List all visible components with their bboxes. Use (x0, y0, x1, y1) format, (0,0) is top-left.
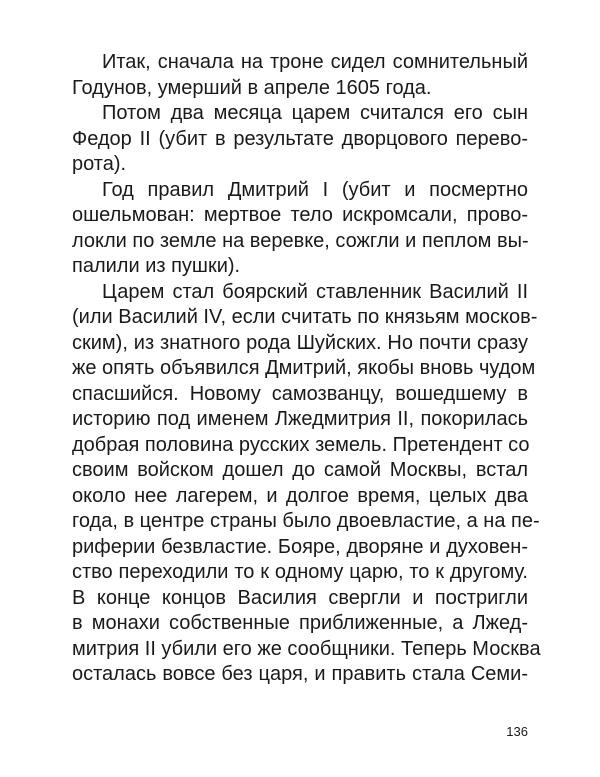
paragraph-1-line-2: Годунов, умерший в апреле 1605 года. (72, 76, 432, 99)
paragraph-4-line-1: Царем стал боярский ставленник Василий II (102, 280, 528, 303)
paragraph-2-line-1: Потом два месяца царем считался его сын (102, 102, 528, 124)
paragraph-4-line-6: историю под именем Лжедмитрия II, покорилась (72, 408, 528, 430)
paragraph-4-line-8: своим войском дошел до самой Москвы, встал (72, 459, 528, 481)
paragraph-4-line-10: года, в центре страны было двоевластие, а на пе- (72, 510, 540, 532)
paragraph-2-line-2: Федор II (убит в результате дворцового перево- (72, 127, 528, 150)
paragraph-3-line-2: ошельмован: мертвое тело искромсали, прово- (72, 204, 528, 226)
paragraph-1-line-1: Итак, сначала на троне сидел сомнительный (102, 51, 528, 73)
page-number: 136 (506, 724, 528, 739)
paragraph-4-line-7: добрая половина русских земель. Претендент со (72, 433, 530, 456)
paragraph-3-line-1: Год правил Дмитрий I (убит и посмертно (102, 178, 528, 201)
paragraph-4-line-12: ство переходили то к одному царю, то к другому. (72, 561, 528, 583)
paragraph-4-line-5: спасшийся. Новому самозванцу, вошедшему в (72, 382, 528, 405)
paragraph-4-line-15: митрия II убили его же сообщники. Теперь Москва (72, 637, 541, 660)
paragraph-4-line-11: риферии безвластие. Бояре, дворяне и духовен- (72, 535, 528, 558)
paragraph-4-line-13: В конце концов Василия свергли и постригли (72, 586, 528, 609)
paragraph-4-line-4: же опять объявился Дмитрий, якобы вновь чудом (72, 357, 536, 379)
body-text (72, 50, 541, 688)
paragraph-4-line-2: (или Василий IV, если считать по князьям москов- (72, 306, 538, 328)
paragraph-4-line-16: осталась вовсе без царя, и править стала Семи- (72, 663, 528, 685)
paragraph-4-line-14: в монахи собственные приближенные, а Лжед- (72, 612, 528, 634)
paragraph-3-line-3: локли по земле на веревке, сожгли и пеплом вы- (72, 229, 529, 252)
paragraph-2-line-3: рота). (72, 153, 127, 175)
paragraph-4-line-3: ским), из знатного рода Шуйских. Но почти сразу (72, 331, 528, 354)
paragraph-4-line-9: около нее лагерем, и долгое время, целых два (72, 484, 528, 507)
paragraph-3-line-4: палили из пушки). (72, 255, 241, 277)
